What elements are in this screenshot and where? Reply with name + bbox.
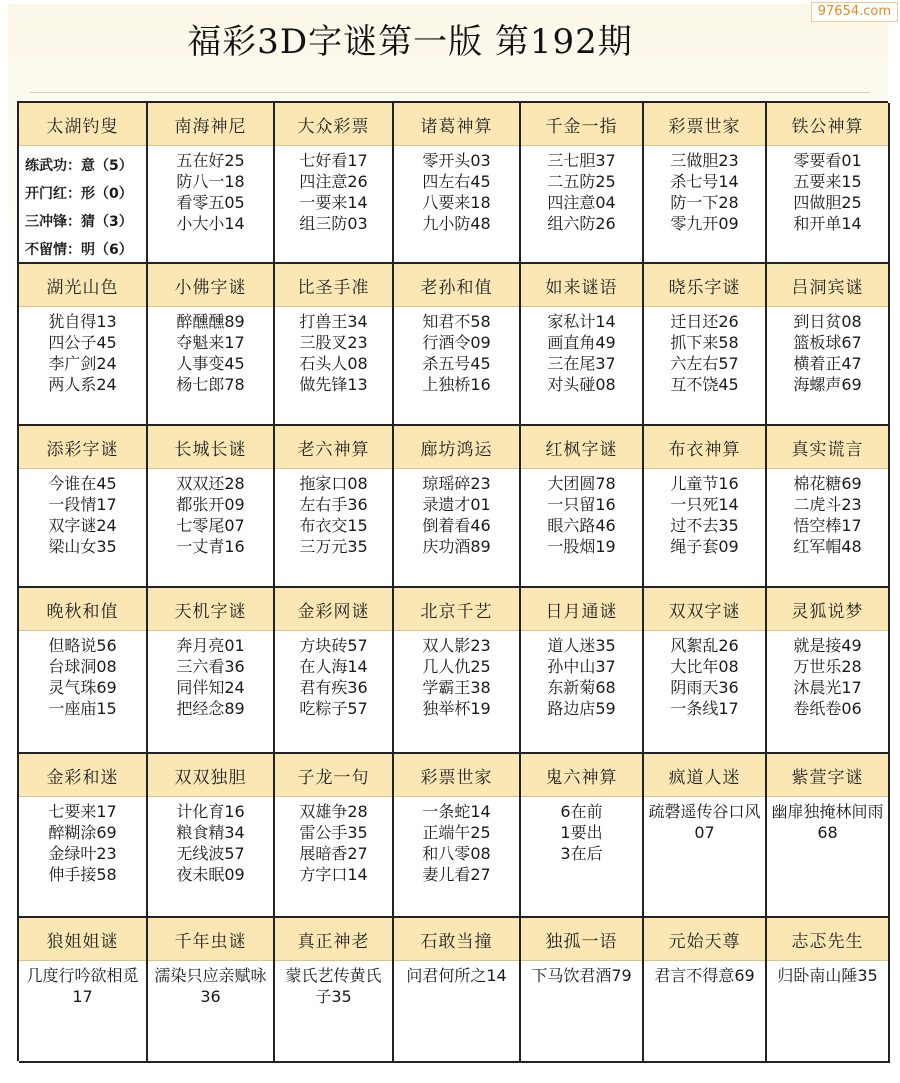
riddle-line: 防一下28 — [670, 193, 739, 212]
riddle-lines — [767, 307, 888, 424]
riddle-cell — [521, 103, 644, 264]
riddle-line: 七好看17 — [299, 151, 368, 170]
riddle-lines — [644, 631, 765, 752]
riddle-line: 四公子45 — [48, 333, 117, 352]
riddle-lines — [19, 631, 146, 752]
riddle-author-header: 金彩网谜 — [275, 588, 392, 631]
riddle-lines — [644, 469, 765, 586]
riddle-line: 棉花糖69 — [793, 474, 862, 493]
riddle-line: 二五防25 — [547, 172, 616, 191]
riddle-line: 七要来17 — [48, 802, 117, 821]
riddle-line: 五在好25 — [176, 151, 245, 170]
riddle-line: 梁山女35 — [48, 537, 117, 556]
riddle-line: 妻儿看27 — [422, 865, 491, 884]
riddle-line: 灵气珠69 — [48, 678, 117, 697]
riddle-line: 到日贫08 — [793, 312, 862, 331]
riddle-line: 三七胆37 — [547, 151, 616, 170]
riddle-line: 6在前 — [560, 802, 603, 821]
riddle-author-header: 灵狐说梦 — [767, 588, 888, 631]
riddle-cell — [148, 588, 275, 754]
riddle-line: 1要出 — [560, 823, 603, 842]
riddle-line: 濡染只应亲赋咏36 — [154, 966, 267, 1006]
riddle-cell — [275, 103, 394, 264]
riddle-cell — [148, 426, 275, 588]
riddle-line: 正端午25 — [422, 823, 491, 842]
riddle-cell — [275, 264, 394, 426]
riddle-line: 伸手接58 — [48, 865, 117, 884]
riddle-line: 悟空棒17 — [793, 516, 862, 535]
riddle-line: 八要来18 — [422, 193, 491, 212]
riddle-cell — [148, 264, 275, 426]
riddle-line: 红军帽48 — [793, 537, 862, 556]
riddle-line: 双雄争28 — [299, 802, 368, 821]
riddle-line: 录遗才01 — [422, 495, 491, 514]
riddle-line: 方字口14 — [299, 865, 368, 884]
riddle-author-header: 千金一指 — [521, 103, 642, 146]
riddle-lines — [394, 146, 519, 262]
riddle-line: 把经念89 — [176, 699, 245, 718]
riddle-cell — [394, 588, 521, 754]
riddle-author-header: 真正神老 — [275, 918, 392, 961]
riddle-line: 对头碰08 — [547, 375, 616, 394]
riddle-cell — [767, 426, 890, 588]
riddle-line: 卷纸卷06 — [793, 699, 862, 718]
riddle-cell — [19, 426, 148, 588]
riddle-cell — [644, 754, 767, 918]
riddle-line: 四注意04 — [547, 193, 616, 212]
riddle-cell — [767, 754, 890, 918]
riddle-line: 东新菊68 — [547, 678, 616, 697]
riddle-author-header: 诸葛神算 — [394, 103, 519, 146]
riddle-lines — [148, 307, 273, 424]
riddle-author-header: 鬼六神算 — [521, 754, 642, 797]
riddle-cell — [19, 588, 148, 754]
riddle-cell — [275, 918, 394, 1063]
riddle-cell — [644, 588, 767, 754]
riddle-cell — [275, 426, 394, 588]
riddle-cell — [644, 103, 767, 264]
riddle-line: 万世乐28 — [793, 657, 862, 676]
riddle-cell — [19, 918, 148, 1063]
riddle-author-header: 双双独胆 — [148, 754, 273, 797]
riddle-cell — [19, 103, 148, 264]
riddle-author-header: 添彩字谜 — [19, 426, 146, 469]
riddle-line: 夺魁来17 — [176, 333, 245, 352]
riddle-line: 倒着看46 — [422, 516, 491, 535]
riddle-lines — [19, 469, 146, 586]
riddle-line: 一丈青16 — [176, 537, 245, 556]
riddle-line: 李广剑24 — [48, 354, 117, 373]
riddle-line: 杀五号45 — [422, 354, 491, 373]
riddle-line: 疏磬遥传谷口风07 — [648, 802, 761, 842]
riddle-lines — [644, 797, 765, 916]
riddle-line: 知君不58 — [422, 312, 491, 331]
riddle-lines — [394, 631, 519, 752]
riddle-author-header: 廊坊鸿运 — [394, 426, 519, 469]
riddle-line: 归卧南山陲35 — [777, 966, 878, 985]
riddle-author-header: 子龙一句 — [275, 754, 392, 797]
riddle-line: 看零五05 — [176, 193, 245, 212]
page-title: 福彩3D字谜第一版 第192期 — [187, 22, 633, 62]
riddle-cell — [644, 426, 767, 588]
riddle-line: 和开单14 — [793, 214, 862, 233]
riddle-cell — [521, 588, 644, 754]
riddle-line: 一要来14 — [299, 193, 368, 212]
riddle-line: 展暗香27 — [299, 844, 368, 863]
riddle-author-header: 千年虫谜 — [148, 918, 273, 961]
riddle-author-header: 天机字谜 — [148, 588, 273, 631]
riddle-line: 儿童节16 — [670, 474, 739, 493]
riddle-author-header: 彩票世家 — [644, 103, 765, 146]
riddle-line: 左右手36 — [299, 495, 368, 514]
riddle-line: 四做胆25 — [793, 193, 862, 212]
result-line: 三冲锋：猜（3） — [25, 214, 133, 230]
riddle-author-header: 双双字谜 — [644, 588, 765, 631]
riddle-author-header: 日月通谜 — [521, 588, 642, 631]
riddle-cell — [19, 264, 148, 426]
riddle-line: 和八零08 — [422, 844, 491, 863]
riddle-lines — [767, 469, 888, 586]
riddle-author-header: 吕洞宾谜 — [767, 264, 888, 307]
riddle-line: 无线波57 — [176, 844, 245, 863]
riddle-lines — [644, 307, 765, 424]
riddle-lines — [275, 631, 392, 752]
riddle-lines — [275, 469, 392, 586]
riddle-line: 石头人08 — [299, 354, 368, 373]
result-line: 练武功：意（5） — [25, 158, 133, 174]
riddle-cell — [19, 754, 148, 918]
riddle-lines — [394, 797, 519, 916]
riddle-lines — [521, 469, 642, 586]
riddle-cell — [521, 264, 644, 426]
riddle-lines — [394, 307, 519, 424]
riddle-line: 九小防48 — [422, 214, 491, 233]
riddle-line: 家私计14 — [547, 312, 616, 331]
riddle-cell — [275, 588, 394, 754]
riddle-lines — [644, 961, 765, 1061]
riddle-author-header: 南海神尼 — [148, 103, 273, 146]
riddle-author-header: 石敢当撞 — [394, 918, 519, 961]
riddle-line: 四左右45 — [422, 172, 491, 191]
riddle-cell — [767, 103, 890, 264]
riddle-line: 组三防03 — [299, 214, 368, 233]
riddle-line: 问君何所之14 — [406, 966, 507, 985]
riddle-cell — [148, 918, 275, 1063]
riddle-line: 计化育16 — [176, 802, 245, 821]
riddle-line: 学霸王38 — [422, 678, 491, 697]
riddle-line: 琼瑶碎23 — [422, 474, 491, 493]
riddle-lines — [767, 631, 888, 752]
riddle-lines — [521, 307, 642, 424]
riddle-line: 人事变45 — [176, 354, 245, 373]
riddle-line: 打兽王34 — [299, 312, 368, 331]
riddle-line: 幽扉独掩林间雨68 — [771, 802, 884, 842]
riddle-lines — [521, 797, 642, 916]
riddle-line: 互不饶45 — [670, 375, 739, 394]
riddle-line: 一条线17 — [670, 699, 739, 718]
riddle-author-header: 铁公神算 — [767, 103, 888, 146]
riddle-line: 双人影23 — [422, 636, 491, 655]
riddle-line: 同伴知24 — [176, 678, 245, 697]
riddle-line: 奔月亮01 — [176, 636, 245, 655]
riddle-author-header: 太湖钓叟 — [19, 103, 146, 146]
riddle-cell — [521, 754, 644, 918]
riddle-line: 组六防26 — [547, 214, 616, 233]
riddle-line: 眼六路46 — [547, 516, 616, 535]
riddle-line: 零要看01 — [793, 151, 862, 170]
riddle-line: 沐晨光17 — [793, 678, 862, 697]
riddle-cell — [644, 264, 767, 426]
riddle-author-header: 北京千艺 — [394, 588, 519, 631]
riddle-author-header: 比圣手准 — [275, 264, 392, 307]
riddle-line: 迁日还26 — [670, 312, 739, 331]
riddle-lines — [19, 797, 146, 916]
riddle-cell — [394, 103, 521, 264]
riddle-line: 几人仇25 — [422, 657, 491, 676]
riddle-line: 雷公手35 — [299, 823, 368, 842]
riddle-line: 大比年08 — [670, 657, 739, 676]
riddle-line: 绳子套09 — [670, 537, 739, 556]
riddle-author-header: 紫萱字谜 — [767, 754, 888, 797]
riddle-lines — [19, 307, 146, 424]
riddle-author-header: 晚秋和值 — [19, 588, 146, 631]
riddle-lines — [767, 961, 888, 1061]
riddle-line: 犹自得13 — [48, 312, 117, 331]
riddle-line: 方块砖57 — [299, 636, 368, 655]
riddle-line: 小大小14 — [176, 214, 245, 233]
riddle-cell — [394, 264, 521, 426]
riddle-line: 零九开09 — [670, 214, 739, 233]
riddle-line: 三股叉23 — [299, 333, 368, 352]
riddle-line: 过不去35 — [670, 516, 739, 535]
riddle-line: 君有疾36 — [299, 678, 368, 697]
riddle-line: 双字谜24 — [48, 516, 117, 535]
riddle-line: 防八一18 — [176, 172, 245, 191]
site-watermark[interactable]: 97654.com — [811, 2, 898, 22]
riddle-lines — [148, 469, 273, 586]
riddle-lines — [275, 797, 392, 916]
riddle-cell — [644, 918, 767, 1063]
riddle-line: 道人迷35 — [547, 636, 616, 655]
riddle-line: 吃粽子57 — [299, 699, 368, 718]
riddle-line: 五要来15 — [793, 172, 862, 191]
riddle-line: 海螺声69 — [793, 375, 862, 394]
riddle-line: 但略说56 — [48, 636, 117, 655]
riddle-line: 零开头03 — [422, 151, 491, 170]
riddle-cell — [767, 264, 890, 426]
riddle-line: 六左右57 — [670, 354, 739, 373]
riddle-lines — [644, 146, 765, 262]
riddle-line: 三六看36 — [176, 657, 245, 676]
riddle-lines — [521, 961, 642, 1061]
riddle-author-header: 独孤一语 — [521, 918, 642, 961]
riddle-line: 做先锋13 — [299, 375, 368, 394]
riddle-lines — [275, 307, 392, 424]
riddle-line: 拖家口08 — [299, 474, 368, 493]
riddle-cell — [521, 918, 644, 1063]
riddle-line: 风絮乱26 — [670, 636, 739, 655]
riddle-line: 庆功酒89 — [422, 537, 491, 556]
riddle-lines — [521, 631, 642, 752]
riddle-line: 孙中山37 — [547, 657, 616, 676]
riddle-line: 醉醺醺89 — [176, 312, 245, 331]
riddle-lines — [19, 146, 146, 264]
riddle-line: 二虎斗23 — [793, 495, 862, 514]
riddle-author-header: 湖光山色 — [19, 264, 146, 307]
riddle-author-header: 狼姐姐谜 — [19, 918, 146, 961]
riddle-lines — [148, 146, 273, 262]
riddle-cell — [394, 754, 521, 918]
riddle-lines — [148, 961, 273, 1061]
riddle-line: 上独桥16 — [422, 375, 491, 394]
riddle-cell — [394, 918, 521, 1063]
riddle-line: 画直角49 — [547, 333, 616, 352]
riddle-line: 阴雨天36 — [670, 678, 739, 697]
riddle-table — [17, 101, 888, 1061]
riddle-line: 抓下来58 — [670, 333, 739, 352]
riddle-lines — [521, 146, 642, 262]
riddle-cell — [275, 754, 394, 918]
riddle-author-header: 彩票世家 — [394, 754, 519, 797]
riddle-lines — [767, 797, 888, 916]
riddle-line: 布衣交15 — [299, 516, 368, 535]
riddle-lines — [275, 146, 392, 262]
riddle-line: 在人海14 — [299, 657, 368, 676]
result-line: 不留情：明（6） — [25, 242, 133, 258]
riddle-line: 四注意26 — [299, 172, 368, 191]
riddle-line: 金绿叶23 — [48, 844, 117, 863]
riddle-line: 3在后 — [560, 844, 603, 863]
riddle-author-header: 老孙和值 — [394, 264, 519, 307]
riddle-line: 横着正47 — [793, 354, 862, 373]
riddle-line: 醉糊涂69 — [48, 823, 117, 842]
riddle-line: 一段情17 — [48, 495, 117, 514]
riddle-line: 篮板球67 — [793, 333, 862, 352]
riddle-line: 都张开09 — [176, 495, 245, 514]
riddle-cell — [148, 103, 275, 264]
riddle-line: 几度行吟欲相觅17 — [26, 966, 139, 1006]
riddle-line: 三万元35 — [299, 537, 368, 556]
riddle-cell — [148, 754, 275, 918]
riddle-lines — [19, 961, 146, 1061]
riddle-line: 夜未眠09 — [176, 865, 245, 884]
riddle-line: 三在尾37 — [547, 354, 616, 373]
riddle-cell — [521, 426, 644, 588]
riddle-cell — [767, 918, 890, 1063]
riddle-line: 三做胆23 — [670, 151, 739, 170]
title-divider — [30, 92, 870, 93]
result-line: 开门红：形（0） — [25, 186, 133, 202]
riddle-author-header: 如来谜语 — [521, 264, 642, 307]
riddle-cell — [767, 588, 890, 754]
riddle-author-header: 布衣神算 — [644, 426, 765, 469]
riddle-author-header: 红枫字谜 — [521, 426, 642, 469]
riddle-lines — [275, 961, 392, 1061]
riddle-line: 君言不得意69 — [654, 966, 755, 985]
riddle-line: 一座庙15 — [48, 699, 117, 718]
riddle-author-header: 金彩和迷 — [19, 754, 146, 797]
riddle-line: 两人系24 — [48, 375, 117, 394]
riddle-author-header: 志忑先生 — [767, 918, 888, 961]
riddle-lines — [148, 797, 273, 916]
riddle-lines — [394, 961, 519, 1061]
riddle-author-header: 小佛字谜 — [148, 264, 273, 307]
riddle-author-header: 真实谎言 — [767, 426, 888, 469]
riddle-author-header: 晓乐字谜 — [644, 264, 765, 307]
riddle-line: 下马饮君酒79 — [531, 966, 632, 985]
riddle-line: 行酒令09 — [422, 333, 491, 352]
riddle-line: 双双还28 — [176, 474, 245, 493]
riddle-line: 大团圆78 — [547, 474, 616, 493]
riddle-author-header: 老六神算 — [275, 426, 392, 469]
riddle-line: 今谁在45 — [48, 474, 117, 493]
riddle-line: 蒙氏艺传黄氏子35 — [285, 966, 382, 1006]
riddle-line: 独举杯19 — [422, 699, 491, 718]
riddle-lines — [148, 631, 273, 752]
riddle-line: 路边店59 — [547, 699, 616, 718]
riddle-line: 杨七郎78 — [176, 375, 245, 394]
riddle-line: 杀七号14 — [670, 172, 739, 191]
riddle-line: 一股烟19 — [547, 537, 616, 556]
riddle-author-header: 元始天尊 — [644, 918, 765, 961]
riddle-line: 粮食精34 — [176, 823, 245, 842]
riddle-cell — [394, 426, 521, 588]
riddle-author-header: 疯道人迷 — [644, 754, 765, 797]
riddle-author-header: 大众彩票 — [275, 103, 392, 146]
riddle-line: 一条蛇14 — [422, 802, 491, 821]
riddle-lines — [394, 469, 519, 586]
riddle-line: 一只死14 — [670, 495, 739, 514]
riddle-author-header: 长城长谜 — [148, 426, 273, 469]
riddle-lines — [767, 146, 888, 262]
riddle-line: 就是接49 — [793, 636, 862, 655]
riddle-line: 台球洞08 — [48, 657, 117, 676]
riddle-line: 七零尾07 — [176, 516, 245, 535]
riddle-line: 一只留16 — [547, 495, 616, 514]
